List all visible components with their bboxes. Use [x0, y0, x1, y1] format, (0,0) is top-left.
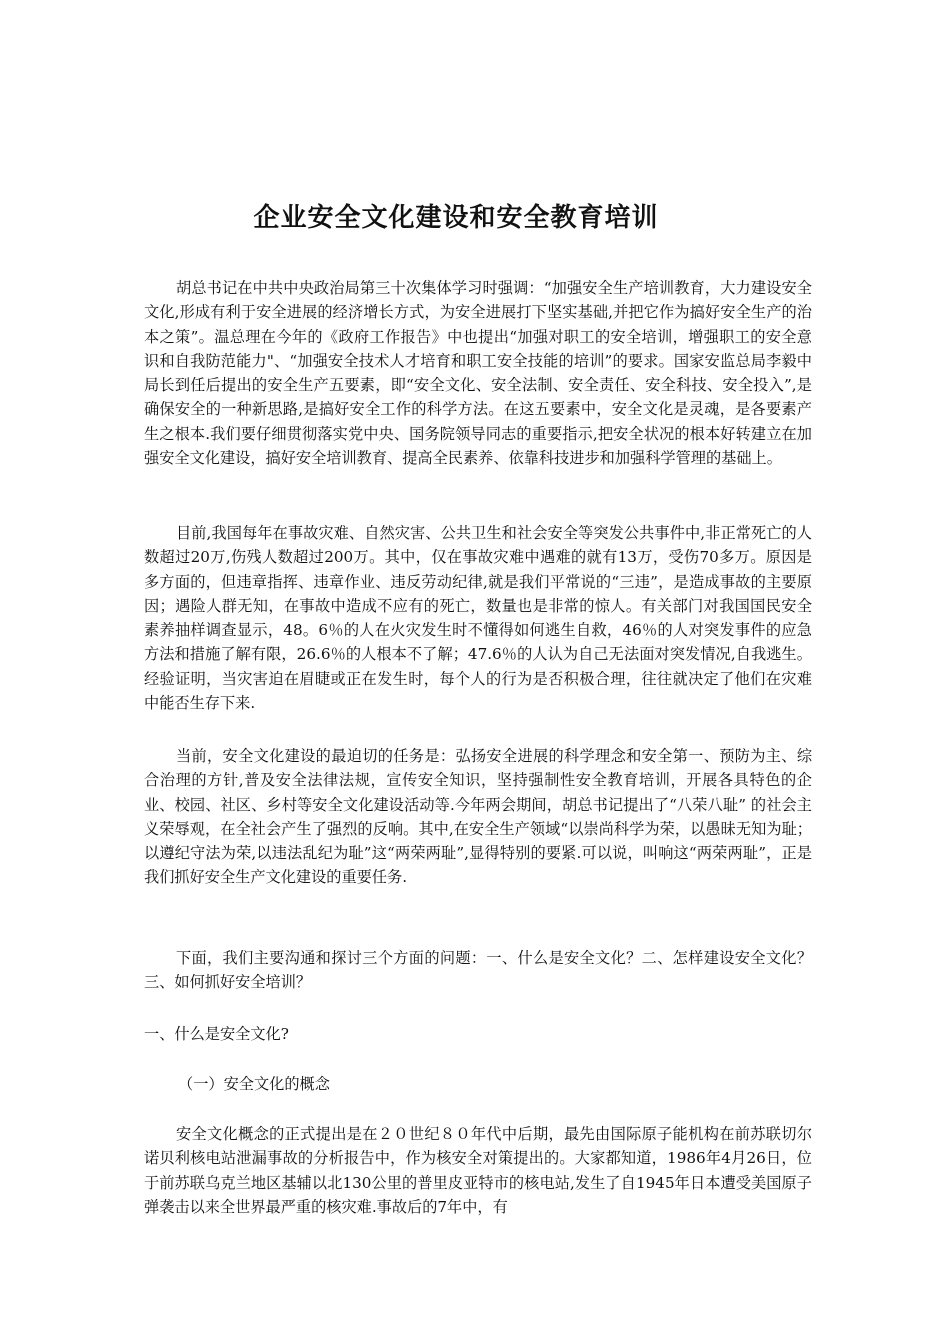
body-paragraph-4: 下面，我们主要沟通和探讨三个方面的问题：一、什么是安全文化？二、怎样建设安全文化？三、如何抓好安全培训？ [144, 949, 812, 992]
section-heading: 一、什么是安全文化? [144, 1025, 289, 1043]
subsection-heading: （一）安全文化的概念 [178, 1075, 330, 1093]
document-title: 企业安全文化建设和安全教育培训 [253, 203, 659, 234]
body-paragraph-3: 当前，安全文化建设的最迫切的任务是：弘扬安全进展的科学理念和安全第一、预防为主、综合治理的方针,普及安全法律法规，宣传安全知识，坚持强制性安全教育培训，开展各具特色的企业、校园、社区、乡村等安全文化建设活动等.今年两会期间，胡总书记提出了“八荣八耻” 的社会主义荣辱观，在全社会产生了强烈的反响。其中,在安全生产领域“以崇尚科学为荣，以愚昧无知为耻；以遵纪守法为荣,以违法乱纪为耻”这“两荣两耻”,显得特别的要紧.可以说，叫响这“两荣两耻”，正是我们抓好安全生产文化建设的重要任务. [144, 747, 812, 887]
body-paragraph-1: 胡总书记在中共中央政治局第三十次集体学习时强调：“加强安全生产培训教育，大力建设安全文化,形成有利于安全进展的经济增长方式，为安全进展打下坚实基础,并把它作为搞好安全生产的治本之策”。温总理在今年的《政府工作报告》中也提出“加强对职工的安全培训，增强职工的安全意识和自我防范能力"、“加强安全技术人才培育和职工安全技能的培训”的要求。国家安监总局李毅中局长到任后提出的安全生产五要素，即“安全文化、安全法制、安全责任、安全科技、安全投入”,是确保安全的一种新思路,是搞好安全工作的科学方法。在这五要素中，安全文化是灵魂，是各要素产生之根本.我们要仔细贯彻落实党中央、国务院领导同志的重要指示,把安全状况的根本好转建立在加强安全文化建设，搞好安全培训教育、提高全民素养、依靠科技进步和加强科学管理的基础上。 [144, 279, 812, 468]
body-paragraph-2: 目前,我国每年在事故灾难、自然灾害、公共卫生和社会安全等突发公共事件中,非正常死亡的人数超过20万,伤残人数超过200万。其中，仅在事故灾难中遇难的就有13万，受伤70多万。原因是多方面的，但违章指挥、违章作业、违反劳动纪律,就是我们平常说的“三违”，是造成事故的主要原因；遇险人群无知，在事故中造成不应有的死亡，数量也是非常的惊人。有关部门对我国国民安全素养抽样调查显示，48。6％的人在火灾发生时不懂得如何逃生自救，46％的人对突发事件的应急方法和措施了解有限，26.6％的人根本不了解；47.6％的人认为自己无法面对突发情况,自我逃生。经验证明，当灾害迫在眉睫或正在发生时，每个人的行为是否积极合理，往往就决定了他们在灾难中能否生存下来. [144, 524, 812, 713]
concept-paragraph: 安全文化概念的正式提出是在２０世纪８０年代中后期，最先由国际原子能机构在前苏联切尔诺贝利核电站泄漏事故的分析报告中，作为核安全对策提出的。大家都知道，1986年4月26日，位于前苏联乌克兰地区基辅以北130公里的普里皮亚特市的核电站,发生了自1945年日本遭受美国原子弹袭击以来全世界最严重的核灾难.事故后的7年中，有 [144, 1125, 812, 1216]
